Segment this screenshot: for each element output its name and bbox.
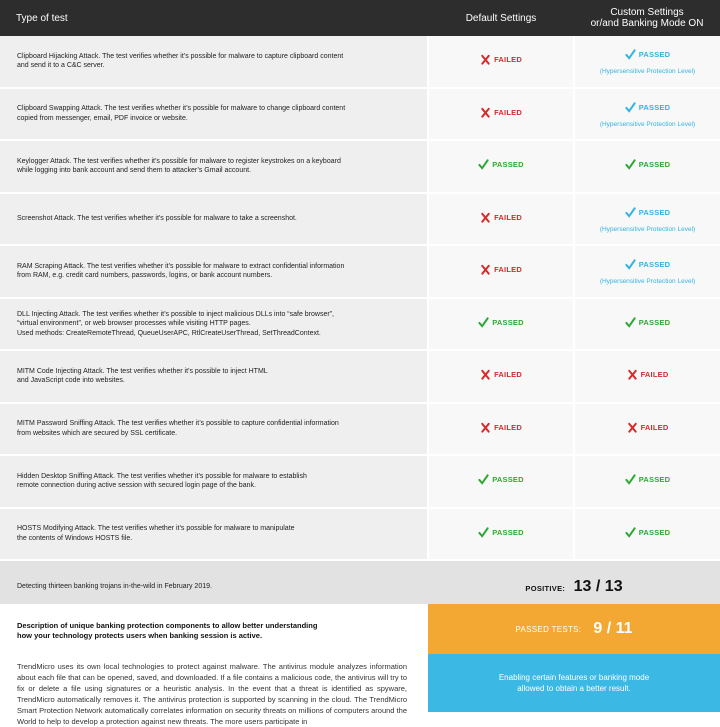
- test-description: HOSTS Modifying Attack. The test verifies whether it’s possible for malware to manipulate the contents of Windows HOSTS file.: [0, 508, 428, 561]
- passed-tests-box: [428, 604, 720, 654]
- checkmark-icon: [625, 207, 636, 218]
- cross-icon: [480, 369, 491, 380]
- default-result: [478, 474, 524, 485]
- checkmark-icon: [478, 527, 489, 538]
- default-result-cell: [428, 193, 574, 246]
- description-title: Description of unique banking protection components to allow better understanding how your technology protects users when banking session is active.: [17, 621, 318, 640]
- test-description: Keylogger Attack. The test verifies whether it’s possible for malware to register keystrokes on a keyboard while logging into bank account and send them to attacker’s Gmail account.: [0, 140, 428, 193]
- cross-icon: [627, 422, 638, 433]
- checkmark-icon: [478, 474, 489, 485]
- protection-level-note: (Hypersensitive Protection Level): [599, 278, 696, 286]
- test-description: Clipboard Hijacking Attack. The test verifies whether it’s possible for malware to capture clipboard content and send it to a C&C server.: [0, 36, 428, 88]
- table-row: [0, 36, 720, 88]
- default-result: [478, 317, 524, 328]
- test-description: MITM Password Sniffing Attack. The test verifies whether it’s possible to capture confidential information from websites which are secured by SSL certificate.: [0, 403, 428, 456]
- default-result: [480, 264, 522, 275]
- custom-result: [625, 259, 671, 270]
- custom-result-cell: [574, 193, 720, 246]
- protection-level-note: (Hypersensitive Protection Level): [599, 68, 696, 76]
- header-type-of-test: Type of test: [0, 0, 428, 36]
- status-label: FAILED: [494, 212, 522, 222]
- checkmark-icon: [625, 317, 636, 328]
- status-label: PASSED: [638, 102, 671, 112]
- passed-tests-value: 9 / 11: [593, 620, 633, 637]
- positive-label: POSITIVE:: [525, 583, 566, 593]
- custom-result-cell: [574, 88, 720, 141]
- checkmark-icon: [625, 49, 636, 60]
- default-result: [480, 369, 522, 380]
- checkmark-icon: [625, 259, 636, 270]
- default-result-cell: [428, 508, 574, 561]
- checkmark-icon: [625, 102, 636, 113]
- status-label: PASSED: [492, 160, 524, 170]
- default-result-cell: [428, 245, 574, 298]
- checkmark-icon: [625, 159, 636, 170]
- custom-result-cell: [574, 36, 720, 88]
- status-label: PASSED: [492, 475, 524, 485]
- custom-result: [625, 317, 671, 328]
- table-row: [0, 350, 720, 403]
- table-row: [0, 88, 720, 141]
- description-block: [17, 621, 407, 727]
- default-result: [480, 422, 522, 433]
- protection-level-note: (Hypersensitive Protection Level): [599, 120, 696, 128]
- checkmark-icon: [478, 159, 489, 170]
- cross-icon: [627, 369, 638, 380]
- custom-result: [625, 49, 671, 60]
- status-label: FAILED: [494, 265, 522, 275]
- status-label: FAILED: [494, 107, 522, 117]
- custom-result-cell: [574, 245, 720, 298]
- table-row: [0, 455, 720, 508]
- table-row: [0, 298, 720, 351]
- status-label: PASSED: [638, 160, 671, 170]
- custom-result-cell: [574, 455, 720, 508]
- status-label: PASSED: [492, 317, 524, 327]
- custom-result-cell: [574, 140, 720, 193]
- table-header: [0, 0, 720, 36]
- header-custom-line2: or/and Banking Mode ON: [590, 18, 704, 29]
- cross-icon: [480, 107, 491, 118]
- custom-result: [625, 474, 671, 485]
- custom-result: [625, 159, 671, 170]
- passed-tests-label: PASSED TESTS:: [515, 624, 582, 634]
- table-row: [0, 245, 720, 298]
- custom-result-cell: [574, 508, 720, 561]
- default-result-cell: [428, 140, 574, 193]
- status-label: FAILED: [640, 370, 669, 380]
- custom-result: [625, 207, 671, 218]
- default-result: [478, 527, 524, 538]
- test-description: Screenshot Attack. The test verifies whether it’s possible for malware to take a screenshot.: [0, 193, 428, 246]
- cross-icon: [480, 54, 491, 65]
- status-label: FAILED: [494, 55, 522, 65]
- custom-result: [627, 422, 669, 433]
- summary-description: Detecting thirteen banking trojans in-the-wild in February 2019.: [0, 560, 428, 612]
- test-description: Hidden Desktop Sniffing Attack. The test verifies whether it’s possible for malware to establish remote connection during active session with secured login page of the bank.: [0, 455, 428, 508]
- default-result-cell: [428, 298, 574, 351]
- table-row: [0, 140, 720, 193]
- status-label: PASSED: [638, 50, 671, 60]
- default-result: [480, 212, 522, 223]
- default-result: [480, 54, 522, 65]
- header-custom-line1: Custom Settings: [610, 7, 684, 18]
- default-result: [478, 159, 524, 170]
- protection-level-note: (Hypersensitive Protection Level): [599, 225, 696, 233]
- test-description: DLL Injecting Attack. The test verifies whether it’s possible to inject malicious DLLs into “safe browser”, “virtual environment”, or web browser processes while visiting HTTP pages. Used methods: CreateRemoteThread, QueueUserAPC, RtlCreateUserThread, SetThreadContext.: [0, 298, 428, 351]
- description-body: TrendMicro uses its own local technologies to protect against malware. The antivirus module analyzes information about each file that can be opened, saved, and downloaded. If a file contains a malicious code, the antivirus will try to fix or delete a file using signatures or a heuristic analysis. In the event that a threat is identified as spyware, TrendMicro automatically removes it. The antivirus protection is supported by scanning in the cloud. The TrendMicro Smart Protection Network automatically correlates information on security threats on millions of computers around the World to help to develop a protection against new threats. The more users participate in: [17, 662, 407, 726]
- default-result-cell: [428, 455, 574, 508]
- status-label: PASSED: [638, 317, 671, 327]
- test-description: MITM Code Injecting Attack. The test verifies whether it’s possible to inject HTML and JavaScript code into websites.: [0, 350, 428, 403]
- cross-icon: [480, 264, 491, 275]
- custom-result-cell: [574, 298, 720, 351]
- custom-result-cell: [574, 350, 720, 403]
- test-description: RAM Scraping Attack. The test verifies whether it’s possible for malware to extract confidential information from RAM, e.g. credit card numbers, passwords, logins, or bank account numbers.: [0, 245, 428, 298]
- default-result-cell: [428, 350, 574, 403]
- cross-icon: [480, 422, 491, 433]
- default-result-cell: [428, 88, 574, 141]
- test-description: Clipboard Swapping Attack. The test verifies whether it’s possible for malware to change clipboard content copied from messenger, email, PDF invoice or website.: [0, 88, 428, 141]
- custom-result-cell: [574, 403, 720, 456]
- header-custom-settings: [574, 0, 720, 36]
- checkmark-icon: [625, 474, 636, 485]
- default-result: [480, 107, 522, 118]
- checkmark-icon: [625, 527, 636, 538]
- status-label: PASSED: [492, 527, 524, 537]
- status-label: PASSED: [638, 527, 671, 537]
- table-row: [0, 193, 720, 246]
- header-default-settings: Default Settings: [428, 0, 574, 36]
- custom-result: [625, 527, 671, 538]
- table-row: [0, 403, 720, 456]
- checkmark-icon: [478, 317, 489, 328]
- result-note-box: Enabling certain features or banking mode allowed to obtain a better result.: [428, 654, 720, 712]
- lower-section: [0, 604, 720, 726]
- status-label: PASSED: [638, 475, 671, 485]
- status-label: FAILED: [494, 370, 522, 380]
- positive-value: 13 / 13: [573, 577, 623, 595]
- custom-result: [625, 102, 671, 113]
- status-label: FAILED: [494, 422, 522, 432]
- status-label: PASSED: [638, 207, 671, 217]
- custom-result: [627, 369, 669, 380]
- default-result-cell: [428, 403, 574, 456]
- cross-icon: [480, 212, 491, 223]
- default-result-cell: [428, 36, 574, 88]
- status-label: PASSED: [638, 260, 671, 270]
- status-label: FAILED: [640, 422, 669, 432]
- table-row: [0, 508, 720, 561]
